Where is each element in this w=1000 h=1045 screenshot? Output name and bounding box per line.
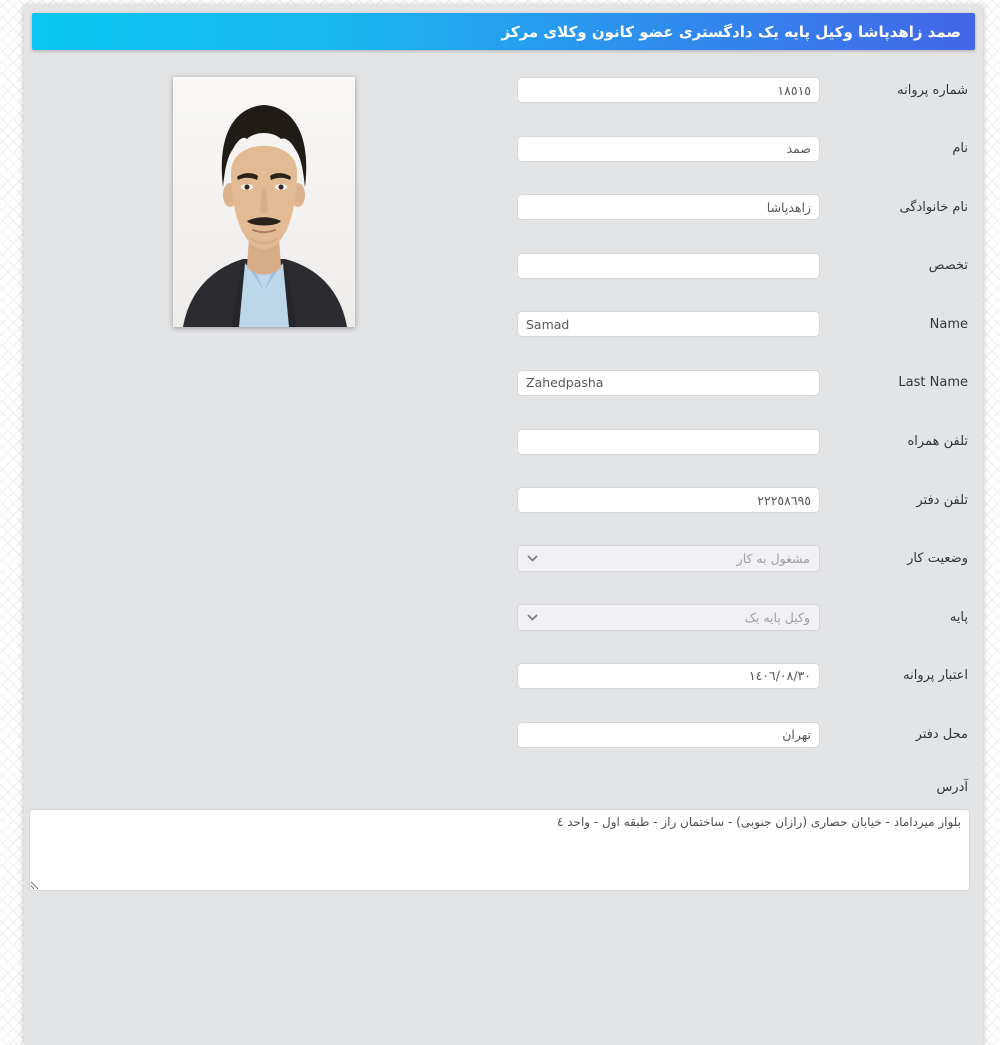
specialty-input[interactable]	[517, 253, 820, 279]
first-name-en-label: Name	[929, 316, 968, 332]
form-row-mobile-phone	[24, 429, 983, 455]
address-section	[24, 780, 983, 891]
mobile-phone-input[interactable]	[517, 429, 820, 455]
office-location-label: محل دفتر	[915, 727, 968, 743]
office-location-input[interactable]	[517, 722, 820, 748]
office-phone-input[interactable]	[517, 487, 820, 513]
address-label: آدرس	[936, 780, 968, 796]
mobile-phone-label: تلفن همراه	[907, 434, 968, 450]
first-name-fa-label: نام	[952, 141, 968, 157]
grade-select[interactable]	[517, 604, 820, 631]
form-row-license-number	[24, 77, 983, 103]
license-number-label: شماره پروانه	[897, 82, 968, 98]
form-row-work-status	[24, 546, 983, 572]
grade-label: پایه	[949, 609, 968, 625]
first-name-en-input[interactable]	[517, 311, 820, 337]
form-row-last-name-fa	[24, 194, 983, 220]
last-name-fa-input[interactable]	[517, 194, 820, 220]
lawyer-portrait-photo	[173, 77, 355, 327]
form-row-office-location	[24, 722, 983, 748]
work-status-select[interactable]	[517, 545, 820, 572]
last-name-fa-label: نام خانوادگی	[899, 199, 968, 215]
page-title: صمد زاهدپاشا وکیل پایه یک دادگستری عضو کانون وکلای مرکز	[501, 22, 961, 41]
grade-selected-value: وکیل پایه یک	[744, 609, 810, 625]
work-status-label: وضعیت کار	[907, 551, 968, 567]
page-header	[32, 13, 975, 50]
portrait-illustration	[173, 77, 355, 327]
license-number-input[interactable]	[517, 77, 820, 103]
address-textarea[interactable]	[29, 809, 970, 891]
form-row-first-name-en	[24, 311, 983, 337]
form-row-office-phone	[24, 487, 983, 513]
profile-card	[24, 5, 983, 1045]
chevron-down-icon	[527, 555, 538, 562]
specialty-label: تخصص	[928, 258, 968, 274]
last-name-en-input[interactable]	[517, 370, 820, 396]
last-name-en-label: Last Name	[898, 375, 968, 391]
profile-form	[24, 77, 983, 748]
license-validity-input[interactable]	[517, 663, 820, 689]
office-phone-label: تلفن دفتر	[916, 492, 968, 508]
form-row-first-name-fa	[24, 136, 983, 162]
form-row-grade	[24, 604, 983, 630]
form-row-last-name-en	[24, 370, 983, 396]
chevron-down-icon	[527, 614, 538, 621]
work-status-selected-value: مشغول به کار	[736, 551, 810, 567]
form-row-specialty	[24, 253, 983, 279]
first-name-fa-input[interactable]	[517, 136, 820, 162]
license-validity-label: اعتبار پروانه	[903, 668, 968, 684]
form-row-license-validity	[24, 663, 983, 689]
